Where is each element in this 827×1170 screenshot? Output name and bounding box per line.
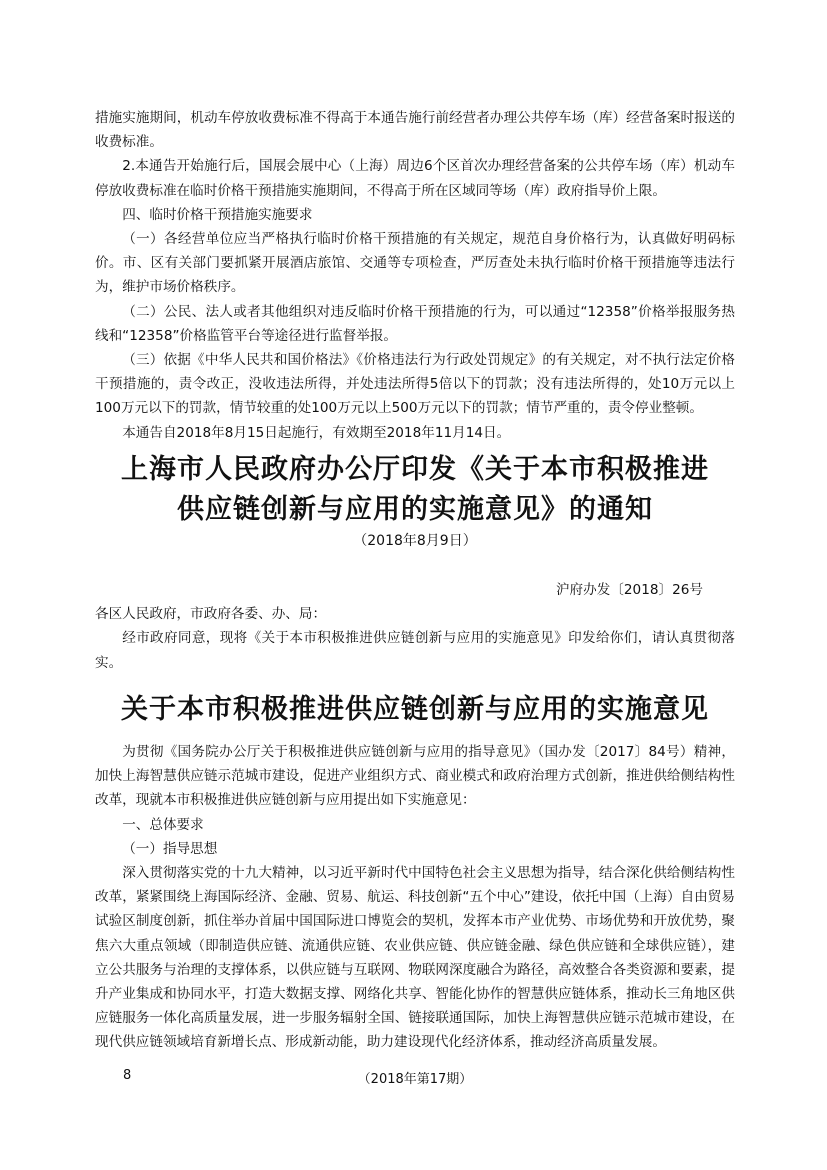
paragraph: 2.本通告开始施行后，国展会展中心（上海）周边6个区首次办理经营备案的公共停车场（库）机动车停放收费标准在临时价格干预措施实施期间，不得高于所在区域同等场（库）政府指导价上限。 bbox=[95, 158, 735, 199]
section-heading: 一、总体要求 bbox=[122, 816, 204, 833]
notice-title-line2: 供应链创新与应用的实施意见》的通知 bbox=[177, 494, 653, 525]
issue-label: （2018年第17期） bbox=[357, 1072, 473, 1087]
addressee: 各区人民政府，市政府各委、办、局： bbox=[95, 606, 327, 623]
notice-title bbox=[60, 450, 770, 552]
paragraph: 经市政府同意，现将《关于本市积极推进供应链创新与应用的实施意见》印发给你们，请认真贯彻落实。 bbox=[95, 630, 735, 671]
paragraph: 为贯彻《国务院办公厅关于积极推进供应链创新与应用的指导意见》（国办发〔2017〕84号）精神，加快上海智慧供应链示范城市建设，促进产业组织方式、商业模式和政府治理方式创新，推进供给侧结构性改革，现就本市积极推进供应链创新与应用提出如下实施意见： bbox=[95, 744, 735, 809]
subsection-heading: （一）指导思想 bbox=[122, 840, 218, 857]
previous-notice-tail bbox=[95, 106, 735, 445]
paragraph: （三）依据《中华人民共和国价格法》《价格违法行为行政处罚规定》的有关规定，对不执行法定价格干预措施的，责令改正，没收违法所得，并处违法所得5倍以下的罚款；没有违法所得的，处10万元以上100万元以下的罚款，情节较重的处100万元以上500万元以下的罚款；情节严重的，责令停业整顿。 bbox=[95, 352, 735, 417]
paragraph: 措施实施期间，机动车停放收费标准不得高于本通告施行前经营者办理公共停车场（库）经营备案时报送的收费标准。 bbox=[95, 110, 735, 151]
paragraph: 本通告自2018年8月15日起施行，有效期至2018年11月14日。 bbox=[122, 424, 511, 441]
paragraph: （二）公民、法人或者其他组织对违反临时价格干预措施的行为，可以通过“12358”价格举报服务热线和“12358”价格监管平台等途径进行监督举报。 bbox=[95, 303, 735, 344]
document-number: 沪府办发〔2018〕26号 bbox=[555, 582, 703, 598]
paragraph: （一）各经营单位应当严格执行临时价格干预措施的有关规定，规范自身价格行为，认真做好明码标价。市、区有关部门要抓紧开展酒店旅馆、交通等专项检查，严厉查处未执行临时价格干预措施等违法行为，维护市场价格秩序。 bbox=[95, 231, 735, 296]
opinion-title: 关于本市积极推进供应链创新与应用的实施意见 bbox=[121, 694, 709, 725]
page-footer bbox=[95, 1068, 735, 1087]
paragraph: 深入贯彻落实党的十九大精神，以习近平新时代中国特色社会主义思想为指导，结合深化供给侧结构性改革，紧紧围绕上海国际经济、金融、贸易、航运、科技创新“五个中心”建设，依托中国（上海）自由贸易试验区制度创新，抓住举办首届中国国际进口博览会的契机，发挥本市产业优势、市场优势和开放优势，聚焦六大重点领域（即制造供应链、流通供应链、农业供应链、供应链金融、绿色供应链和全球供应链），建立公共服务与治理的支撑体系，以供应链与互联网、物联网深度融合为路径，高效整合各类资源和要素，提升产业集成和协同水平，打造大数据支撑、网络化共享、智能化协作的智慧供应链体系，推动长三角地区供应链服务一体化高质量发展，进一步服务辐射全国、链接联通国际，加快上海智慧供应链示范城市建设，在现代供应链领域培育新增长点、形成新动能，助力建设现代化经济体系，推动经济高质量发展。 bbox=[95, 865, 735, 1051]
notice-title-line1: 上海市人民政府办公厅印发《关于本市积极推进 bbox=[121, 454, 709, 485]
page-number: 8 bbox=[123, 1068, 132, 1083]
opinion-body bbox=[95, 740, 735, 1055]
section-heading: 四、临时价格干预措施实施要求 bbox=[122, 206, 313, 223]
notice-body bbox=[95, 578, 735, 675]
opinion-title-block bbox=[60, 690, 770, 730]
notice-date: （2018年8月9日） bbox=[353, 533, 477, 549]
